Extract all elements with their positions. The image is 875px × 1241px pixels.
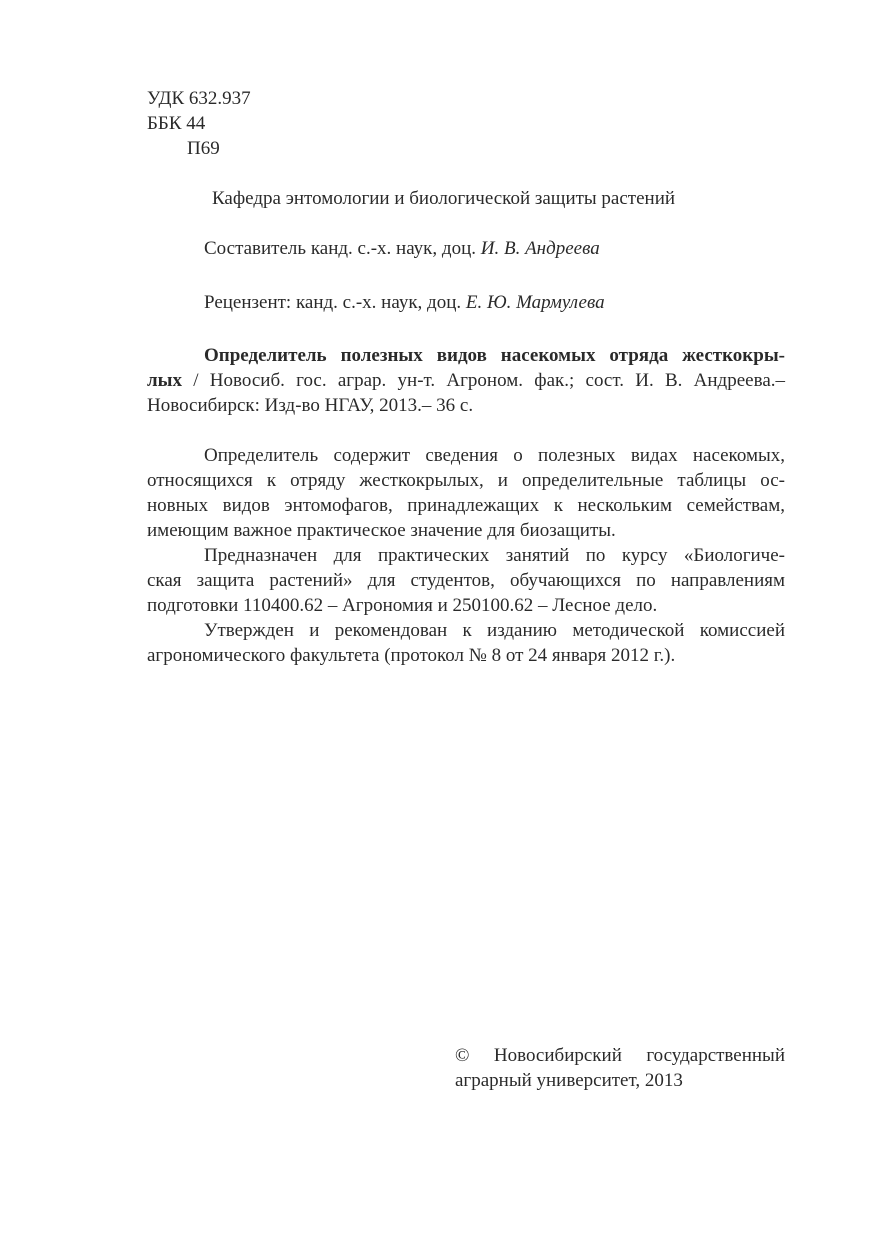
reviewer [204,290,605,315]
reviewer-label: Рецензент: канд. с.-х. наук, доц. [204,292,462,313]
compiler [204,236,600,261]
citation-line2 [147,368,785,393]
annotation-p1-line1: Определитель содержит сведения о полезных видах насекомых, [204,445,785,466]
udk-code: УДК 632.937 [147,88,251,109]
citation-publisher: / Новосиб. гос. аграр. ун-т. Агроном. фак.; сост. И. В. Андреева.– [193,370,785,391]
department: Кафедра энтомологии и биологической защиты растений [212,188,676,209]
annotation-p2-line1: Предназначен для практических занятий по курсу «Биологиче- [204,545,785,566]
copyright-line1: © Новосибирский государственный [455,1045,785,1066]
compiler-label: Составитель канд. с.-х. наук, доц. [204,238,476,259]
annotation-p3-line1: Утвержден и рекомендован к изданию методической комиссией [204,620,785,641]
citation-title-end: лых [147,370,182,391]
citation-line3: Новосибирск: Изд-во НГАУ, 2013.– 36 с. [147,395,474,416]
author-mark: П69 [187,138,220,159]
copyright-line2: аграрный университет, 2013 [455,1070,683,1091]
reviewer-name: Е. Ю. Мармулева [465,292,605,313]
compiler-name: И. В. Андреева [480,238,600,259]
annotation-p3-line2: агрономического факультета (протокол № 8 от 24 января 2012 г.). [147,645,676,666]
annotation-p2-line3: подготовки 110400.62 – Агрономия и 250100.62 – Лесное дело. [147,595,658,616]
annotation-p1-line3: новных видов энтомофагов, принадлежащих к нескольким семействам, [147,495,785,516]
annotation-p2-line2: ская защита растений» для студентов, обучающихся по направлениям [147,570,785,591]
bbk-code: ББК 44 [147,113,206,134]
annotation-p1-line2: относящихся к отряду жесткокрылых, и определительные таблицы ос- [147,470,785,491]
annotation-p1-line4: имеющим важное практическое значение для биозащиты. [147,520,616,541]
citation-title-line1: Определитель полезных видов насекомых отряда жесткокры- [204,345,785,366]
